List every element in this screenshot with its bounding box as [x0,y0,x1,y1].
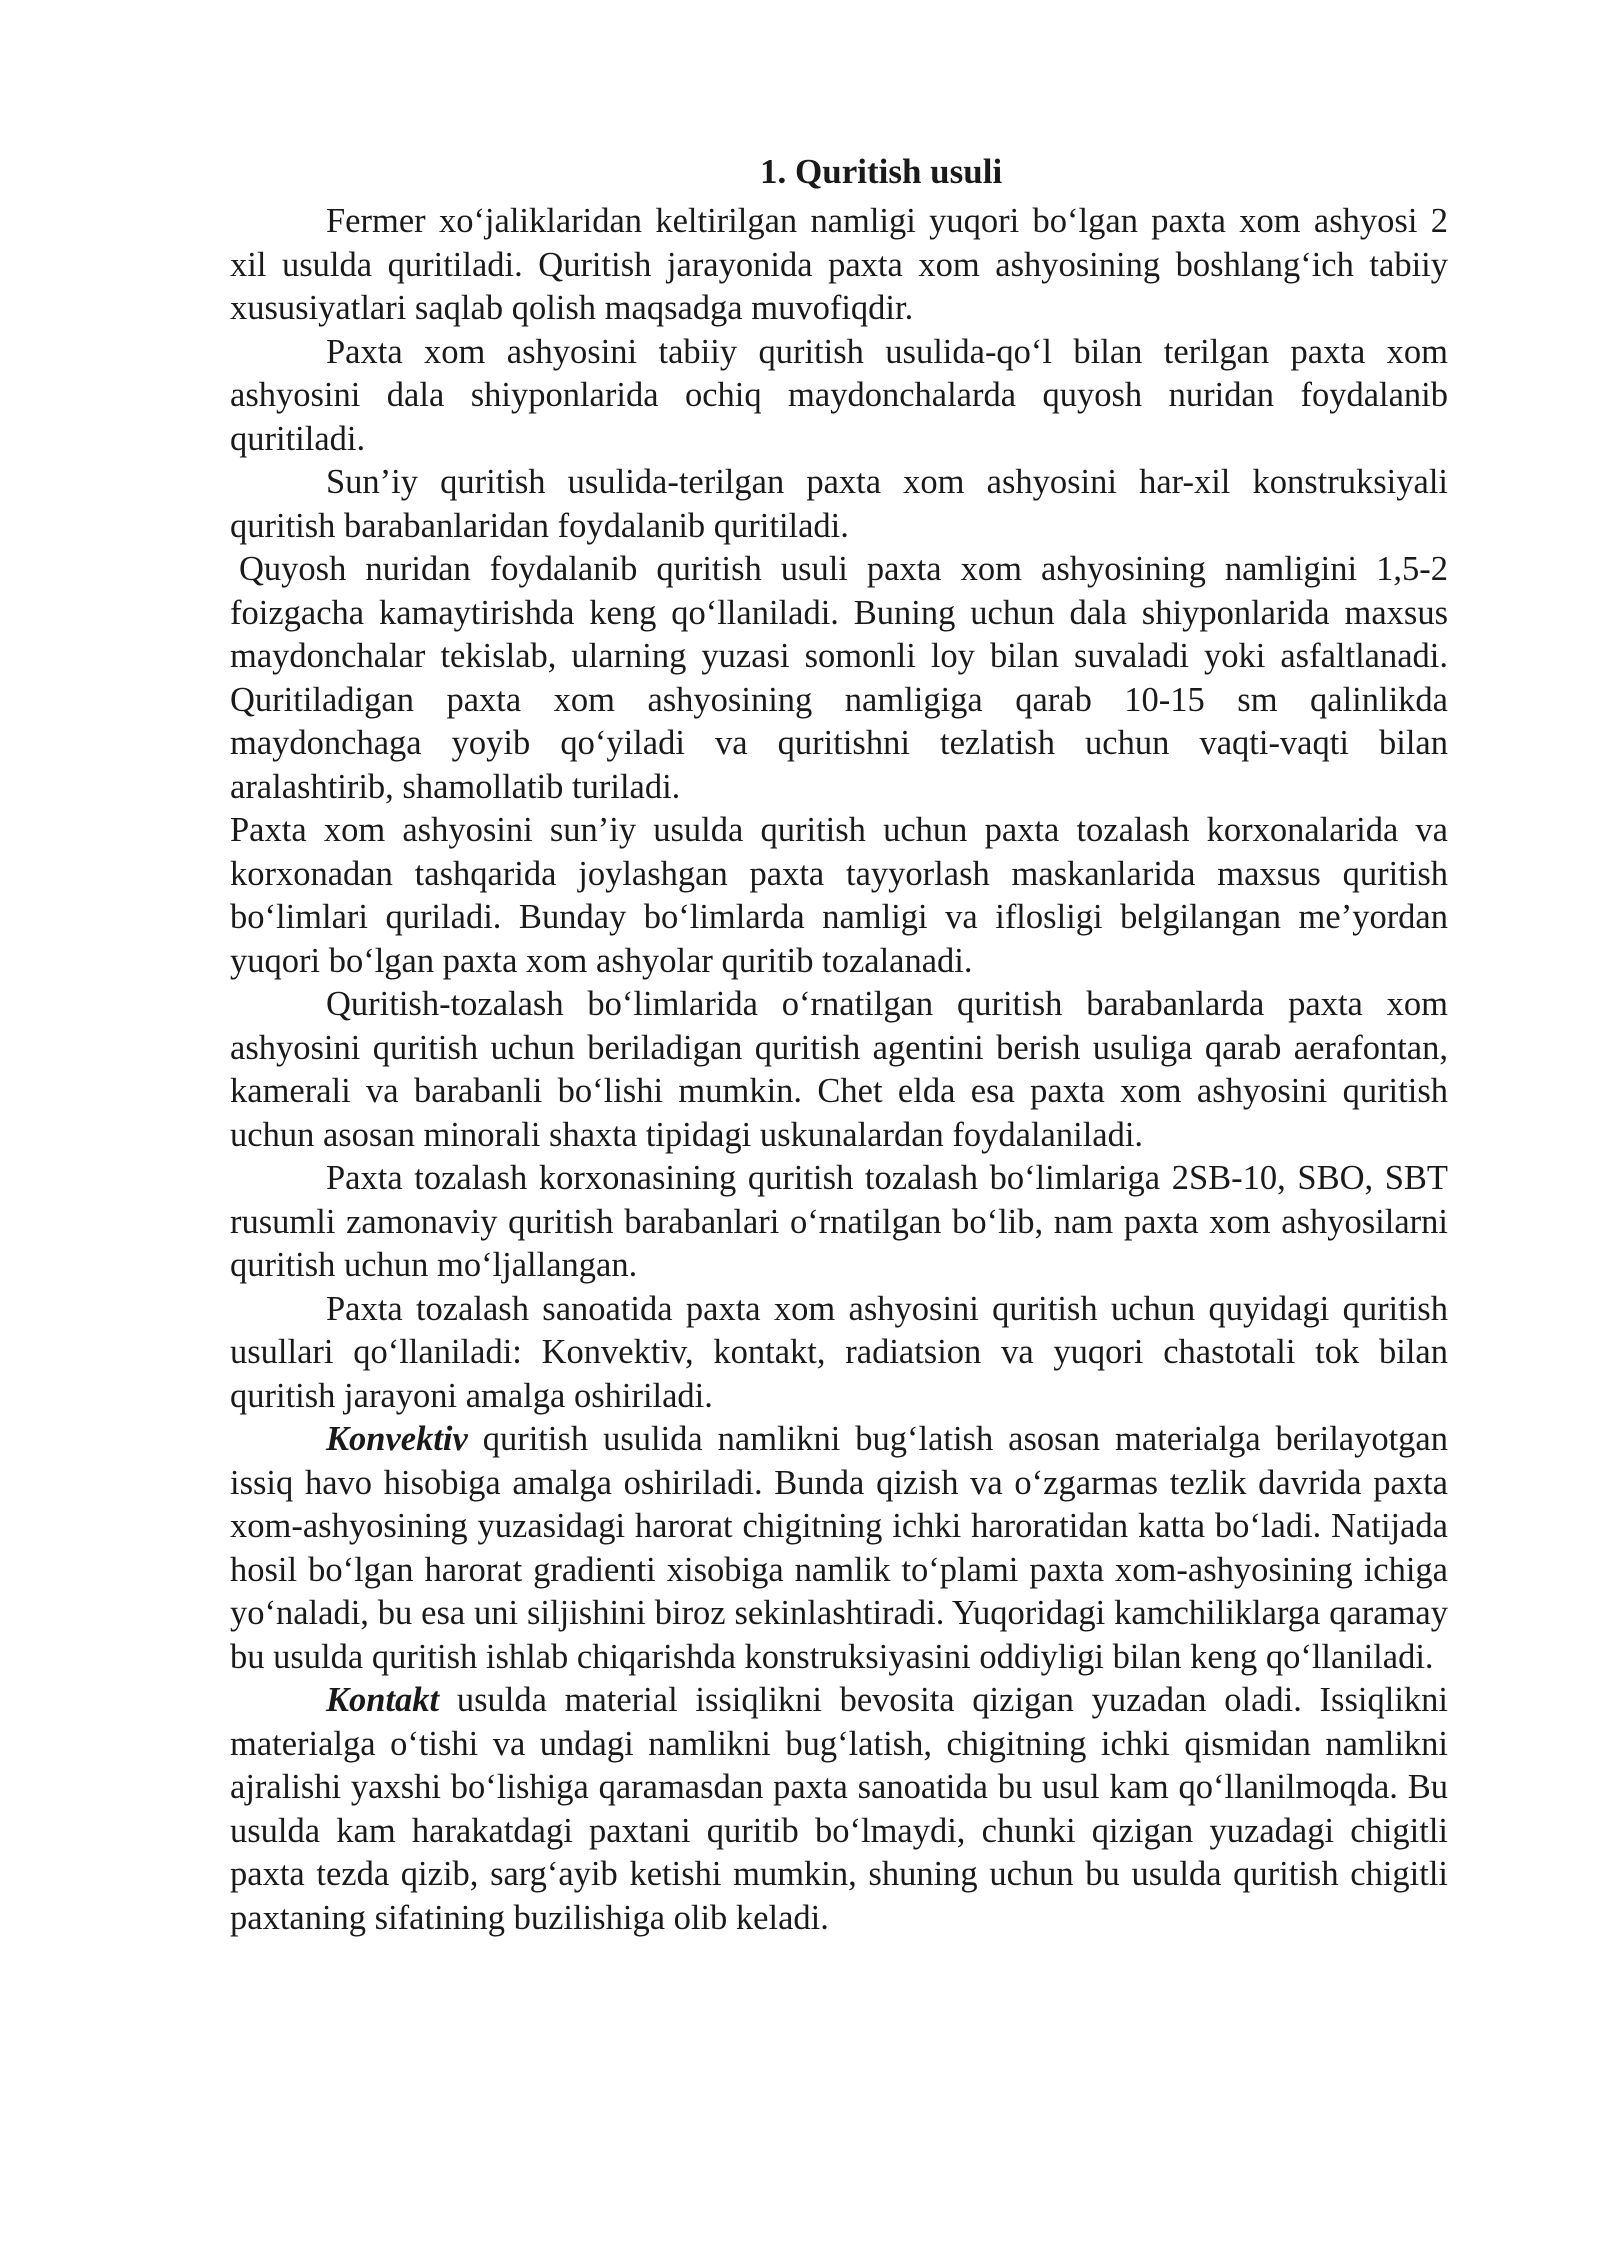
paragraph-kontakt-text: usulda material issiqlikni bevosita qizigan yuzadan oladi. Issiqlikni materialga o‘tishi va undagi namlikni bug‘latish, chigitning ichki qismidan namlikni ajralishi yaxshi bo‘lishiga qaramasdan paxta sanoatida bu usul kam qo‘llanilmoqda. Bu usulda kam harakatdagi paxtani quritib bo‘lmaydi, chunki qizigan yuzadagi chigitli paxta tezda qizib, sarg‘ayib ketishi mumkin, shuning uchun bu usulda quritish chigitli paxtaning sifatining buzilishiga olib keladi. [230,1681,1448,1937]
paragraph-1: Fermer xo‘jaliklaridan keltirilgan namligi yuqori bo‘lgan paxta xom ashyosi 2 xil usulda quritiladi. Quritish jarayonida paxta xom ashyosining boshlang‘ich tabiiy xususiyatlari saqlab qolish maqsadga muvofiqdir. [230,202,1448,327]
term-konvektiv: Konvektiv [326,1420,468,1458]
paragraph-konvektiv-text: quritish usulida namlikni bug‘latish asosan materialga berilayotgan issiq havo hisobiga amalga oshiriladi. Bunda qizish va o‘zgarmas tezlik davrida paxta xom-ashyosining yuzasidagi harorat chigitning ichki haroratidan katta bo‘ladi. Natijada hosil bo‘lgan harorat gradienti xisobiga namlik to‘plami paxta xom-ashyosining ichiga yo‘naladi, bu esa uni siljishini biroz sekinlashtiradi. Yuqoridagi kamchiliklarga qaramay bu usulda quritish ishlab chiqarishda konstruksiyasini oddiyligi bilan keng qo‘llaniladi. [230,1420,1448,1676]
document-body [230,150,1448,1940]
paragraph-2: Paxta xom ashyosini tabiiy quritish usulida-qo‘l bilan terilgan paxta xom ashyosini dala shiyponlarida ochiq maydonchalarda quyosh nuridan foydalanib quritiladi. [230,332,1448,458]
section-heading: 1. Quritish usuli [760,152,1003,191]
paragraph-5: Paxta xom ashyosini sun’iy usulda quritish uchun paxta tozalash korxonalarida va korxonadan tashqarida joylashgan paxta tayyorlash maskanlarida maxsus quritish bo‘limlari quriladi. Bunday bo‘limlarda namligi va iflosligi belgilangan me’yordan yuqori bo‘lgan paxta xom ashyolar quritib tozalanadi. [230,811,1448,980]
paragraph-8: Paxta tozalash sanoatida paxta xom ashyosini quritish uchun quyidagi quritish usullari qo‘llaniladi: Konvektiv, kontakt, radiatsion va yuqori chastotali tok bilan quritish jarayoni amalga oshiriladi. [230,1289,1448,1415]
paragraph-3: Sun’iy quritish usulida-terilgan paxta xom ashyosini har-xil konstruksiyali quritish barabanlaridan foydalanib quritiladi. [230,463,1448,545]
paragraph-kontakt [230,1679,1448,1940]
paragraph-konvektiv [230,1418,1448,1679]
paragraph-4: Quyosh nuridan foydalanib quritish usuli paxta xom ashyosining namligini 1,5-2 foizgacha kamaytirishda keng qo‘llaniladi. Buning uchun dala shiyponlarida maxsus maydonchalar tekislab, ularning yuzasi somonli loy bilan suvaladi yoki asfaltlanadi. Quritiladigan paxta xom ashyosining namligiga qarab 10-15 sm qalinlikda maydonchaga yoyib qo‘yiladi va quritishni tezlatish uchun vaqti-vaqti bilan aralashtirib, shamollatib turiladi. [230,550,1448,806]
paragraph-7: Paxta tozalash korxonasining quritish tozalash bo‘limlariga 2SB-10, SBO, SBT rusumli zamonaviy quritish barabanlari o‘rnatilgan bo‘lib, nam paxta xom ashyosilarni quritish uchun mo‘ljallangan. [230,1159,1448,1284]
term-kontakt: Kontakt [326,1681,440,1719]
paragraph-6: Quritish-tozalash bo‘limlarida o‘rnatilgan quritish barabanlarda paxta xom ashyosini quritish uchun beriladigan quritish agentini berish usuliga qarab aerafontan, kamerali va barabanli bo‘lishi mumkin. Chet elda esa paxta xom ashyosini quritish uchun asosan minorali shaxta tipidagi uskunalardan foydalaniladi. [230,985,1448,1154]
